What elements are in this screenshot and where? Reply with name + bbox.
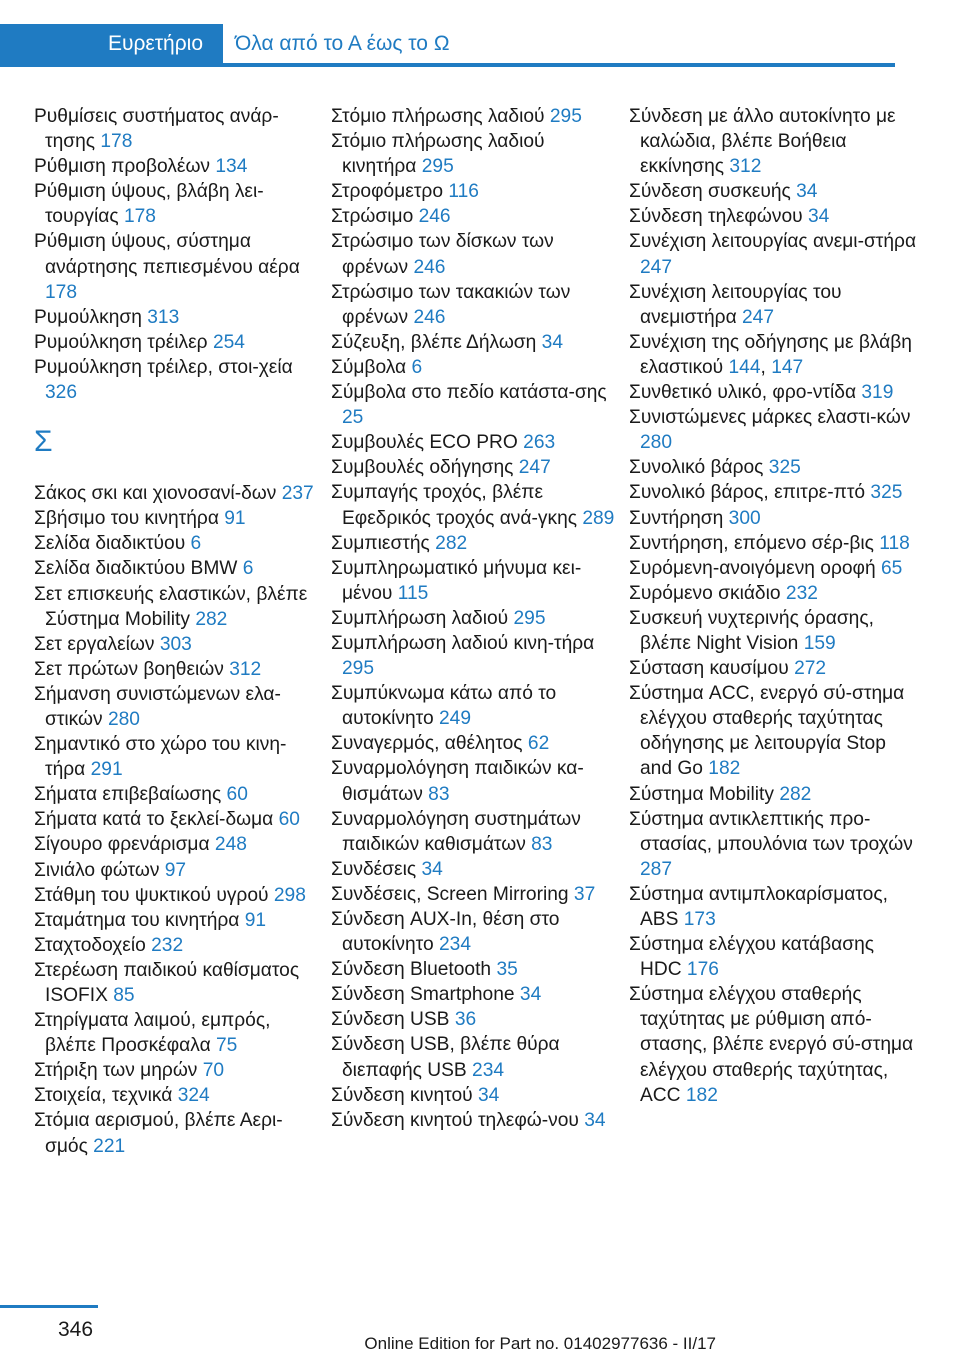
index-entry-term: Στόμιο πλήρωσης λαδιού κινητήρα [331,131,545,178]
index-entry-term: Συμπύκνωμα κάτω από το αυτοκίνητο [331,683,557,730]
index-entry [34,179,324,229]
index-entry-term: Συμβουλές ECO PRO [331,432,518,454]
page-reference-link[interactable]: 326 [45,382,78,404]
index-entry [34,657,324,682]
index-entry-term: Σύζευξη, βλέπε Δήλωση [331,331,537,353]
index-entry [331,204,621,229]
index-entry [331,531,621,556]
page-reference-link[interactable]: 295 [421,156,454,178]
index-entry-term: Στρώσιμο των δίσκων των φρένων [331,231,554,278]
index-entry [331,380,621,430]
index-entry [629,807,919,882]
page-reference-link[interactable]: 37 [573,883,596,905]
index-entry [34,682,324,732]
index-entry-term: Ρύθμιση προβολέων [34,156,211,178]
page-reference-link[interactable]: 116 [448,181,479,203]
index-entry [34,1108,324,1158]
page-reference-link[interactable]: 65 [881,557,903,579]
tab-index[interactable]: Ευρετήριο [0,24,223,63]
index-entry-term: Σύστημα ACC, ενεργό σύ‐στημα ελέγχου σταθερής ταχύτητας οδήγησης με λειτουργία Stop and Go [629,683,905,780]
index-entry [331,104,621,129]
page-reference-link[interactable]: 6 [242,558,254,580]
page-reference-link[interactable]: 6 [411,356,423,378]
index-entry-term: Σήματα επιβεβαίωσης [34,784,222,806]
index-entry [629,480,919,505]
index-entry [331,807,621,857]
index-entry-term: Συντήρηση, επόμενο σέρ‐βις [629,532,874,554]
page-reference-link[interactable]: 312 [229,658,262,680]
index-entry-term: Σύνδεση κινητού [331,1084,473,1106]
tab-a-to-z[interactable]: Όλα από το Α έως το Ω [235,32,450,55]
index-entry [331,882,621,907]
page-reference-link[interactable]: 246 [413,256,446,278]
index-entry [331,280,621,330]
index-entry [331,179,621,204]
index-entry [629,581,919,606]
index-entry-term: Σήματα κατά το ξεκλεί‐δωμα [34,809,274,831]
page-reference-link[interactable]: 34 [421,858,443,880]
index-entry [331,129,621,179]
index-entry-term: Συμπαγής τροχός, βλέπε Εφεδρικός τροχός ανά‐γκης [331,482,577,529]
page-reference-link[interactable]: 178 [45,281,78,303]
index-entry-term: Σετ πρώτων βοηθειών [34,658,224,680]
index-entry-term: Συσκευή νυχτερινής όρασης, βλέπε Night Vision [629,607,874,654]
page-reference-link[interactable]: 159 [803,632,836,654]
index-entry-term: Συντήρηση [629,507,724,529]
index-entry [34,330,324,355]
index-entry-term: Σελίδα διαδικτύου [34,533,186,555]
index-entry [34,582,324,632]
page-reference-link[interactable]: 237 [281,483,314,505]
index-entry-term: Συνέχιση λειτουργίας του ανεμιστήρα [629,281,842,328]
index-entry [331,430,621,455]
page-reference-link[interactable]: 287 [640,858,673,880]
page-reference-link[interactable]: 254 [212,331,245,353]
index-entry-term: Ρυθμίσεις συστήματος ανάρ‐τησης [34,106,279,153]
index-entry-term: Σύστημα ελέγχου κατάβασης HDC [629,934,875,981]
index-column-3 [629,104,919,1108]
page-reference-link[interactable]: 173 [683,909,716,930]
index-entry [629,455,919,480]
page-reference-link[interactable]: 232 [785,582,818,604]
index-entry-term: Σβήσιμο του κινητήρα [34,508,219,530]
index-entry [331,1083,621,1108]
page-reference-link[interactable]: 97 [164,859,187,881]
page-reference-link[interactable]: 247 [640,256,673,278]
page-reference-link[interactable]: 118 [879,532,910,554]
page-reference-link[interactable]: 182 [708,758,741,780]
index-entry [331,957,621,982]
index-entry [34,481,324,506]
page-reference-link[interactable]: 263 [523,432,556,454]
index-entry-term: Σύστημα Mobility [629,783,774,805]
index-entry [331,455,621,480]
index-entry [629,882,919,932]
index-entry: Συνέχιση της οδήγησης με βλάβη ελαστικού 144, 147 [629,331,912,378]
page-reference-link[interactable]: 325 [870,482,903,504]
page-reference-link[interactable]: 295 [513,607,546,629]
page-reference-link[interactable]: 221 [93,1135,126,1157]
page-reference-link[interactable]: 75 [216,1035,238,1057]
page-reference-link[interactable]: 324 [177,1085,210,1107]
page-reference-link[interactable]: 247 [742,306,775,328]
index-entry [34,506,324,531]
page-reference-link[interactable]: 178 [123,206,156,228]
index-entry-term: Ρυμούλκηση τρέιλερ, στοι‐χεία [34,356,293,378]
index-entry [331,606,621,631]
index-entry [34,908,324,933]
index-entry-term: Στερέωση παιδικού καθίσματος ISOFIX [34,959,300,1006]
index-entry-term: Σύμβολα [331,356,407,378]
index-entry [34,556,324,581]
page-reference-link[interactable]: 182 [685,1084,718,1106]
page-reference-link[interactable]: 176 [686,959,719,981]
index-entry [34,933,324,958]
index-entry [34,104,324,154]
index-entry-term: Σταχτοδοχείο [34,934,146,956]
index-entry-term: Συμβουλές οδήγησης [331,457,514,479]
index-entry [34,355,324,405]
index-entry [629,104,919,179]
page-reference-link[interactable]: 6 [190,533,202,555]
page-reference-link[interactable]: 25 [342,407,364,429]
index-entry [331,756,621,806]
page-reference-link[interactable]: 232 [151,934,184,956]
page-reference-link[interactable]: 36 [454,1009,477,1031]
page-reference-link[interactable]: 248 [214,834,247,856]
index-entry [629,380,919,405]
index-column-2 [331,104,621,1133]
index-entry [331,556,621,606]
index-entry [34,531,324,556]
page-reference-link[interactable]: 60 [278,809,300,831]
index-entry [629,506,919,531]
index-column-1 [34,104,324,1159]
page-reference-link[interactable]: 312 [729,156,762,178]
page-reference-link[interactable]: 34 [796,181,818,203]
page-reference-link[interactable]: 280 [640,432,673,454]
page-reference-link[interactable]: 249 [439,708,472,730]
index-entry-term: Στηρίγματα λαιμού, εμπρός, βλέπε Προσκέφαλα [34,1010,271,1057]
index-entry [331,731,621,756]
index-entry [629,782,919,807]
index-entry [629,280,919,330]
index-entry [629,204,919,229]
page-reference-link[interactable]: 234 [472,1059,505,1081]
index-entry-term: Συναρμολόγηση συστημάτων παιδικών καθισμάτων [331,808,581,855]
page-reference-link[interactable]: 178 [100,131,133,153]
page-reference-link[interactable]: 115 [397,582,429,604]
index-entry [331,355,621,380]
page-reference-link[interactable]: 34 [584,1109,606,1131]
index-entry-term: Σύνδεση συσκευής [629,181,791,203]
index-entry-term: Συνθετικό υλικό, φρο‐ντίδα [629,382,857,404]
page-reference-link[interactable]: 280 [107,708,140,730]
index-entry [331,681,621,731]
page-reference-link[interactable]: 295 [549,106,582,127]
index-entry [331,229,621,279]
index-entry-term: Στρώσιμο των τακακιών των φρένων [331,281,571,328]
index-entry-term: Σύνδεση κινητού τηλεφώ‐νου [331,1109,579,1131]
index-entry-term: Συνδέσεις, Screen Mirroring [331,883,569,905]
page-reference-link[interactable]: 319 [861,382,894,404]
index-entry [34,1008,324,1058]
page-reference-link[interactable]: 282 [779,783,812,805]
index-entry [34,858,324,883]
index-entry [629,556,919,581]
page-reference-link[interactable]: 303 [159,633,192,655]
index-entry-term: Συνέχιση λειτουργίας ανεμι‐στήρα [629,231,917,253]
index-entry-term: Σταμάτημα του κινητήρα [34,909,240,931]
index-entry-term: Συναρμολόγηση παιδικών κα‐θισμάτων [331,758,584,805]
page-reference-link[interactable]: 282 [195,608,228,630]
page-reference-link[interactable]: 83 [531,833,553,855]
index-entry [34,732,324,782]
index-entry [331,1032,621,1082]
index-entry [34,832,324,857]
index-entry [629,606,919,656]
index-entry-term: Ρυμούλκηση τρέιλερ [34,331,208,353]
page-reference-link[interactable]: 62 [527,733,550,755]
index-entry [629,531,919,556]
page-number: 346 [58,1318,94,1341]
page-reference-link[interactable]: 289 [582,507,615,529]
index-entry [34,305,324,330]
index-entry [34,229,324,304]
footer-rule [0,1305,98,1308]
index-entry [34,883,324,908]
index-entry [331,907,621,957]
index-entry-term: Ρύθμιση ύψους, βλάβη λει‐τουργίας [34,181,264,228]
index-entry-term: Συναγερμός, αθέλητος [331,733,523,755]
index-entry-term: Συμπλήρωση λαδιού κινη‐τήρα [331,632,595,654]
index-entry-term: Σύνδεση Smartphone [331,984,515,1006]
index-entry-term: Στοιχεία, τεχνικά [34,1085,173,1107]
index-entry-term: Σύνδεση AUX-In, θέση στο αυτοκίνητο [331,909,560,956]
index-entry-term: Σίγουρο φρενάρισμα [34,834,210,856]
index-entry-term: Σετ εργαλείων [34,633,155,655]
index-entry [34,632,324,657]
page-reference-link[interactable]: 282 [435,532,468,554]
page-reference-link[interactable]: 34 [541,331,564,353]
page-reference-link[interactable]: 246 [413,306,446,328]
index-entry [629,656,919,681]
page-reference-link[interactable]: 34 [477,1084,500,1106]
index-entry-term: Συνέχιση της οδήγησης με βλάβη ελαστικού [629,331,912,378]
index-entry-term: Σάκος σκι και χιονοσανί‐δων [34,483,277,505]
index-entry-term: Σελίδα διαδικτύου BMW [34,558,238,580]
index-entry-term: Στρώσιμο [331,206,414,228]
page-reference-link[interactable]: 83 [428,783,450,805]
edition-note: Online Edition for Part no. 01402977636 - II/17 [364,1334,716,1353]
index-entry [331,330,621,355]
index-entry-term: Σύμβολα στο πεδίο κατάστα‐σης [331,382,607,404]
page-reference-link[interactable]: 300 [728,507,761,529]
index-entry-term: Σήμανση συνιστώμενων ελα‐στικών [34,683,281,730]
index-entry [629,982,919,1107]
index-entry-term: Στήριξη των μηρών [34,1060,198,1082]
index-entry-term: Ρυμούλκηση [34,306,142,328]
index-entry-term: Σύστημα αντιμπλοκαρίσματος, ABS [629,883,888,930]
index-entry-term: Ρύθμιση ύψους, σύστημα ανάρτησης πεπιεσμένου αέρα [34,231,300,278]
index-entry-term: Στάθμη του ψυκτικού υγρού [34,884,269,906]
index-entry-term: Στόμια αερισμού, βλέπε Αερι‐σμός [34,1110,283,1157]
page-reference-link[interactable]: 35 [496,959,518,981]
index-entry-term: Συμπλήρωση λαδιού [331,607,509,629]
index-entry-term: Σημαντικό στο χώρο του κινη‐τήρα [34,734,287,781]
page-reference-link[interactable]: 234 [439,934,472,956]
index-entry-term: Συνιστώμενες μάρκες ελαστι‐κών [629,407,911,429]
index-entry-term: Συμπιεστής [331,532,430,554]
index-entry-term: Σύσταση καυσίμου [629,658,789,680]
page-reference-link[interactable]: 91 [224,508,246,530]
index-entry-term: Σινιάλο φώτων [34,859,160,881]
index-entry [331,1108,621,1133]
index-entry [331,1007,621,1032]
page-reference-link[interactable]: 298 [273,884,306,906]
index-entry [629,179,919,204]
page-reference-link[interactable]: 91 [244,909,267,931]
page-reference-link[interactable]: 34 [519,984,542,1006]
index-entry [34,958,324,1008]
index-entry-term: Σύστημα ελέγχου σταθερής ταχύτητας με ρύθμιση από‐στασης, βλέπε ενεργό σύ‐στημα ελέγχου σταθερής ταχύτητας, ACC [629,984,914,1106]
page-reference-link[interactable]: 144 [728,356,761,378]
index-entry-term: Στροφόμετρο [331,181,443,203]
index-entry [34,154,324,179]
page-reference-link[interactable]: 34 [807,206,830,228]
page-reference-link[interactable]: 247 [518,457,551,479]
page-reference-link[interactable]: 291 [90,759,123,781]
page-reference-link[interactable]: 85 [113,985,135,1006]
page-reference-link[interactable]: 325 [768,457,801,479]
index-entry-term: Σύνδεση τηλεφώνου [629,206,803,228]
index-entry [331,480,621,530]
index-entry [629,229,919,279]
index-entry-term: Συνολικό βάρος, επιτρε‐πτό [629,482,866,504]
index-entry [331,982,621,1007]
index-entry-term: Στόμιο πλήρωσης λαδιού [331,106,545,127]
index-entry-term: Συνδέσεις [331,858,417,880]
index-entry-term: Συρόμενο σκιάδιο [629,582,781,604]
index-entry [629,932,919,982]
index-entry [331,631,621,681]
index-entry-term: Συρόμενη-ανοιγόμενη οροφή [629,557,876,579]
page-reference-link[interactable]: 134 [215,156,248,178]
index-entry [34,807,324,832]
index-entry-term: Σύστημα αντικλεπτικής προ‐στασίας, μπουλόνια των τροχών [629,808,913,855]
index-entry-term: Σετ επισκευής ελαστικών, βλέπε Σύστημα Mobility [34,583,308,630]
index-entry-term: Σύνδεση USB [331,1009,450,1031]
index-entry-term: Συνολικό βάρος [629,457,764,479]
index-entry [629,681,919,781]
index-entry-term: Σύνδεση USB, βλέπε θύρα διεπαφής USB [331,1034,560,1081]
index-entry-term: Συμπληρωματικό μήνυμα κει‐μένου [331,557,582,604]
index-entry [34,1083,324,1108]
page-reference-link[interactable]: 60 [226,784,248,806]
page-reference-link[interactable]: 246 [418,206,451,228]
page-header [0,24,895,67]
index-entry [34,1058,324,1083]
page-reference-link[interactable]: 70 [202,1060,225,1082]
page-reference-link[interactable]: 295 [342,658,375,680]
index-entry-term: Σύνδεση με άλλο αυτοκίνητο με καλώδια, βλέπε Βοήθεια εκκίνησης [629,106,896,178]
index-entry [629,405,919,455]
page-reference-link[interactable]: 313 [147,306,180,328]
index-entry [34,782,324,807]
index-entry-term: Σύνδεση Bluetooth [331,959,492,981]
index-entry [331,857,621,882]
page-reference-link[interactable]: 147 [771,356,804,378]
section-letter-heading: Σ [34,425,53,459]
page-reference-link[interactable]: 272 [794,658,827,680]
